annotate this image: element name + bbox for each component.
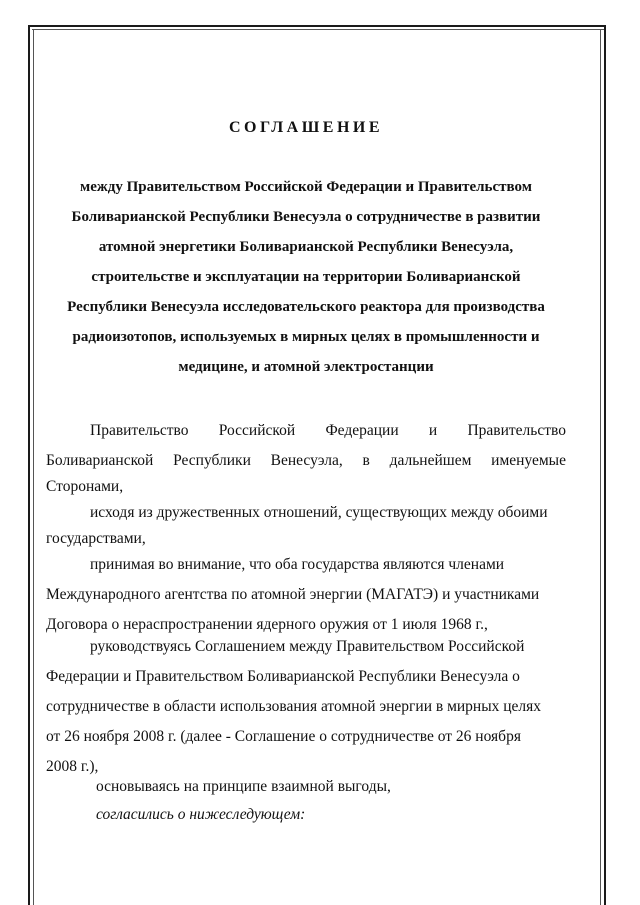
paragraph-line: 2008 г.), bbox=[46, 758, 99, 775]
paragraph-line: принимая во внимание, что оба государства являются членами bbox=[90, 556, 505, 573]
paragraph-line: Договора о нераспространении ядерного оружия от 1 июля 1968 г., bbox=[46, 616, 488, 633]
paragraph-line bbox=[46, 446, 566, 476]
paragraph-line: Федерации и Правительством Боливарианской Республики Венесуэла о bbox=[46, 668, 520, 685]
paragraph-line bbox=[46, 416, 566, 446]
word: дальнейшем bbox=[389, 452, 472, 469]
frame-border-top bbox=[28, 25, 606, 27]
paragraph-line: исходя из дружественных отношений, существующих между обоими bbox=[90, 504, 548, 521]
document-title: СОГЛАШЕНИЕ bbox=[228, 119, 384, 136]
frame-border-right bbox=[604, 25, 606, 905]
word: Правительство bbox=[467, 422, 566, 439]
subtitle-line: атомной энергетики Боливарианской Республики Венесуэла, bbox=[98, 239, 514, 255]
subtitle-line: строительстве и эксплуатации на территории Боливарианской bbox=[91, 269, 521, 285]
word: Венесуэла, bbox=[270, 452, 343, 469]
paragraph-line: согласились о нижеследующем: bbox=[96, 806, 306, 823]
word: Федерации bbox=[325, 422, 399, 439]
frame-border-right-inner bbox=[600, 29, 601, 905]
preamble-iaea-paragraph bbox=[46, 550, 566, 640]
subtitle-line: Республики Венесуэла исследовательского реактора для производства bbox=[67, 299, 545, 315]
paragraph-line: основываясь на принципе взаимной выгоды, bbox=[96, 778, 391, 795]
word: Боливарианской bbox=[46, 452, 154, 469]
paragraph-line: Международного агентства по атомной энергии (МАГАТЭ) и участниками bbox=[46, 586, 540, 603]
paragraph-line: Сторонами, bbox=[46, 478, 124, 495]
frame-border-left bbox=[28, 25, 30, 905]
subtitle-line: между Правительством Российской Федерации и Правительством bbox=[80, 179, 532, 195]
preamble-mutual-benefit-paragraph bbox=[46, 772, 566, 802]
word: именуемые bbox=[491, 452, 566, 469]
preamble-agreed-paragraph bbox=[46, 800, 566, 830]
word: Республики bbox=[173, 452, 251, 469]
document-subtitle bbox=[46, 172, 566, 382]
preamble-parties-paragraph bbox=[46, 416, 566, 498]
preamble-friendship-paragraph bbox=[46, 498, 566, 550]
paragraph-line: сотрудничестве в области использования атомной энергии в мирных целях bbox=[46, 698, 542, 715]
word: Правительство bbox=[90, 422, 189, 439]
word: и bbox=[428, 422, 438, 439]
word: в bbox=[362, 452, 370, 469]
frame-border-left-inner bbox=[33, 29, 34, 905]
paragraph-line: от 26 ноября 2008 г. (далее - Соглашение о сотрудничестве от 26 ноября bbox=[46, 728, 521, 745]
preamble-cooperation-agreement-paragraph bbox=[46, 632, 566, 782]
subtitle-line: радиоизотопов, используемых в мирных целях в промышленности и bbox=[72, 329, 540, 345]
paragraph-line: государствами, bbox=[46, 530, 146, 547]
paragraph-line: руководствуясь Соглашением между Правительством Российской bbox=[90, 638, 525, 655]
word: Российской bbox=[218, 422, 296, 439]
subtitle-line: медицине, и атомной электростанции bbox=[178, 359, 434, 375]
frame-border-top-inner bbox=[32, 29, 605, 30]
subtitle-line: Боливарианской Республики Венесуэла о сотрудничестве в развитии bbox=[71, 209, 541, 225]
